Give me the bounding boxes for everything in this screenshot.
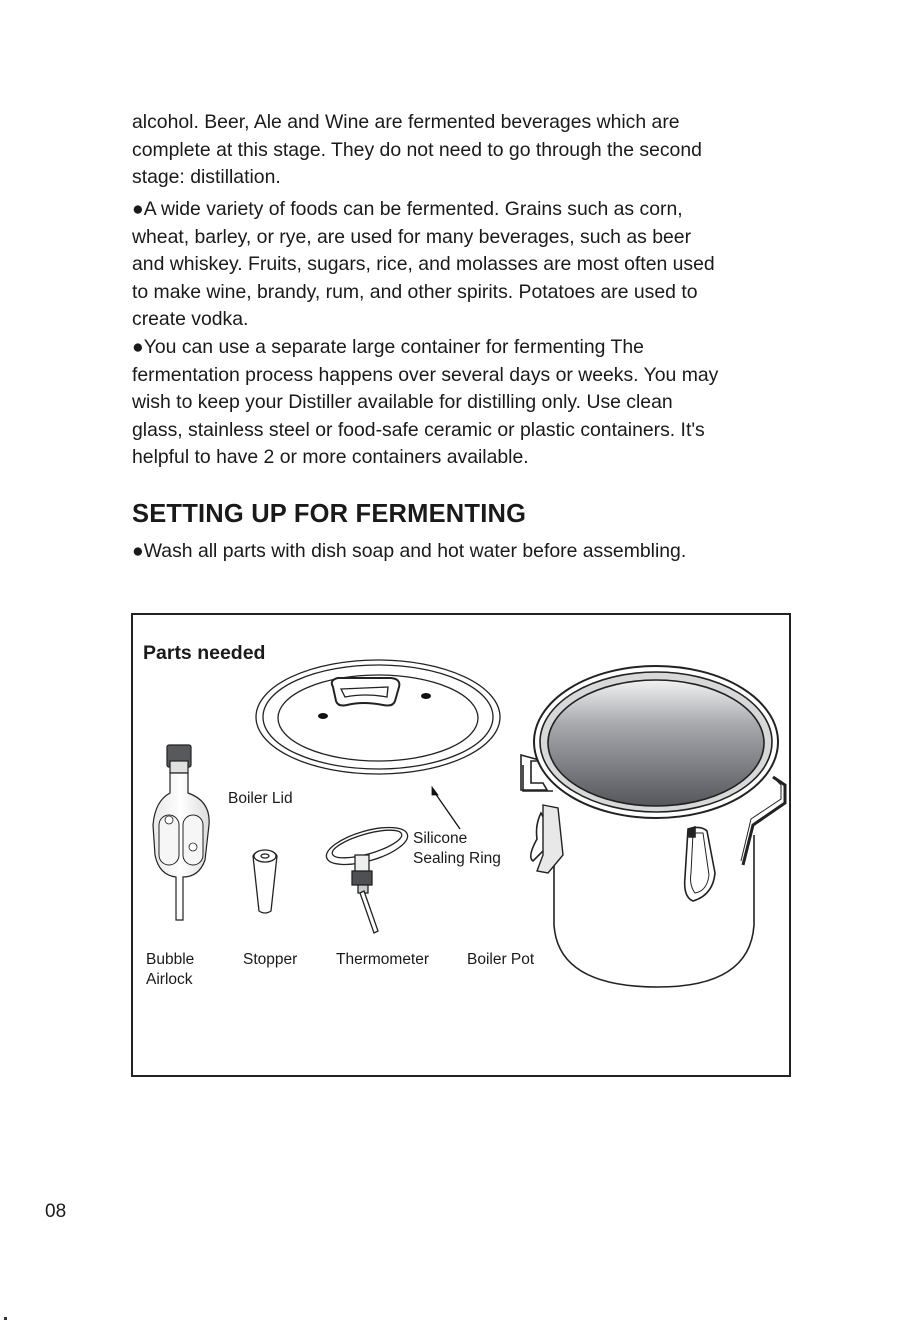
text-line: wheat, barley, or rye, are used for many beverages, such as beer <box>132 225 692 248</box>
text-line: to make wine, brandy, rum, and other spirits. Potatoes are used to <box>132 280 698 303</box>
stopper <box>253 850 277 913</box>
container-bullet-paragraph <box>132 334 812 472</box>
corner-mark <box>4 1317 7 1320</box>
text-line: complete at this stage. They do not need to go through the second <box>132 138 702 161</box>
text-line: fermentation process happens over several days or weeks. You may <box>132 363 719 386</box>
bubble-airlock <box>153 745 209 920</box>
text-line: and whiskey. Fruits, sugars, rice, and molasses are most often used <box>132 253 715 276</box>
text-line: wish to keep your Distiller available for distilling only. Use clean <box>132 391 673 414</box>
text-line: create vodka. <box>132 308 249 331</box>
label-thermometer: Thermometer <box>336 951 430 968</box>
boiler-pot <box>521 666 785 987</box>
page-number: 08 <box>45 1201 67 1222</box>
silicone-pointer <box>432 787 460 829</box>
boiler-lid <box>256 660 500 774</box>
intro-paragraph <box>132 109 812 192</box>
label-boiler-pot: Boiler Pot <box>467 951 535 968</box>
label-silicone-line1: Silicone <box>413 830 468 847</box>
label-silicone-line2: Sealing Ring <box>413 850 501 867</box>
text-line: ●A wide variety of foods can be fermented. Grains such as corn, <box>132 198 683 220</box>
text-line: stage: distillation. <box>132 166 281 189</box>
section-heading: SETTING UP FOR FERMENTING <box>132 500 527 528</box>
label-bubble-line2: Airlock <box>146 971 193 988</box>
label-bubble-line1: Bubble <box>146 951 195 968</box>
label-stopper: Stopper <box>243 951 298 968</box>
text-line: helpful to have 2 or more containers available. <box>132 446 529 469</box>
label-boiler-lid: Boiler Lid <box>228 790 293 807</box>
foods-bullet-paragraph <box>132 196 812 334</box>
text-line: ●You can use a separate large container for fermenting The <box>132 336 644 358</box>
text-line: alcohol. Beer, Ale and Wine are fermented beverages which are <box>132 111 680 133</box>
parts-title: Parts needed <box>143 642 266 664</box>
thermometer <box>322 820 411 933</box>
parts-figure <box>131 613 791 1077</box>
wash-instruction: ●Wash all parts with dish soap and hot water before assembling. <box>132 540 687 562</box>
text-line: glass, stainless steel or food-safe ceramic or plastic containers. It's <box>132 418 705 441</box>
